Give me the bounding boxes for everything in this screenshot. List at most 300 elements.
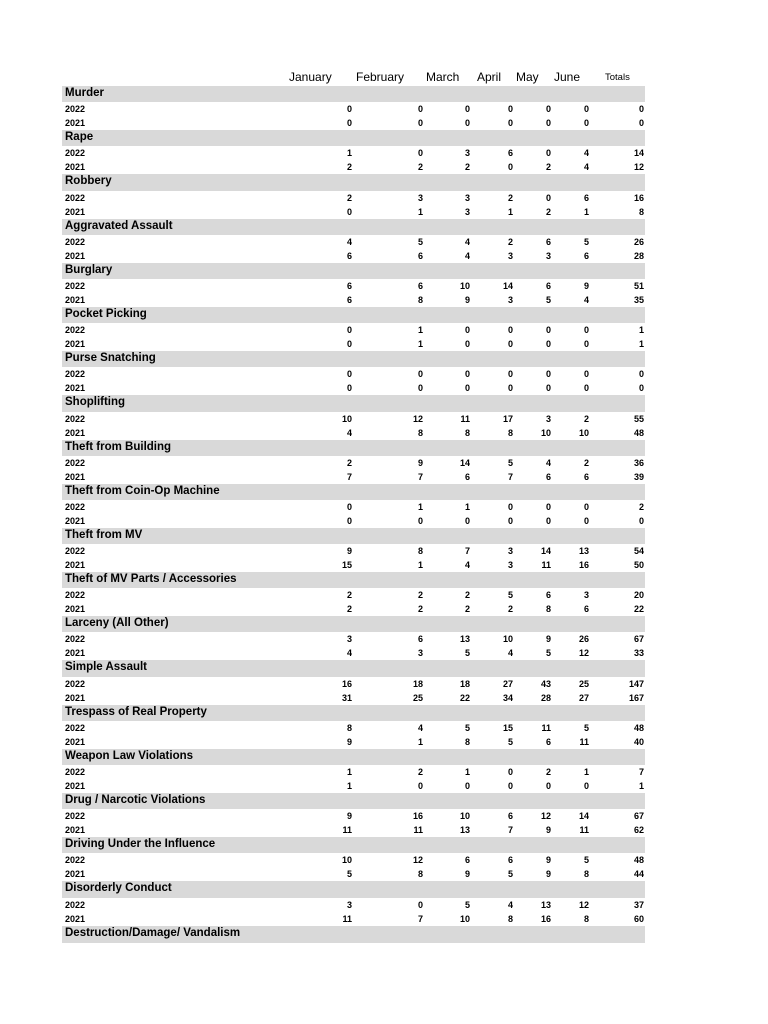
month-value-cell: 16 <box>540 913 551 924</box>
table-row <box>62 646 645 660</box>
total-cell: 1 <box>638 781 644 791</box>
month-value-cell: 6 <box>583 250 589 261</box>
month-value-cell: 0 <box>583 515 589 526</box>
category-header <box>62 705 645 721</box>
month-value-cell: 5 <box>507 736 513 747</box>
month-value-cell: 1 <box>346 767 352 777</box>
month-value-cell: 12 <box>578 899 589 910</box>
month-value-cell: 4 <box>464 236 470 247</box>
table-row <box>62 765 645 779</box>
month-value-cell: 0 <box>545 339 551 350</box>
category-label: Disorderly Conduct <box>65 882 172 895</box>
month-value-cell: 6 <box>464 471 470 482</box>
category-header <box>62 440 645 456</box>
category-label: Simple Assault <box>65 661 148 674</box>
month-value-cell: 4 <box>583 162 589 173</box>
total-cell: 8 <box>638 206 644 217</box>
category-header <box>62 86 645 102</box>
month-value-cell: 4 <box>346 236 352 247</box>
month-value-cell: 6 <box>346 280 352 291</box>
category-header <box>62 660 645 676</box>
table-row <box>62 470 645 484</box>
month-value-cell: 3 <box>507 294 513 305</box>
month-value-cell: 0 <box>464 369 470 380</box>
table-row <box>62 823 645 837</box>
total-cell: 16 <box>633 192 644 203</box>
month-value-cell: 10 <box>502 634 513 645</box>
year-label: 2021 <box>65 648 86 659</box>
month-value-cell: 6 <box>417 250 423 261</box>
month-value-cell: 0 <box>545 118 551 129</box>
month-value-cell: 0 <box>507 339 513 350</box>
month-value-cell: 0 <box>346 501 352 512</box>
month-value-cell: 0 <box>545 104 551 115</box>
month-value-cell: 0 <box>507 162 513 173</box>
year-label: 2022 <box>65 634 86 645</box>
year-label: 2021 <box>65 206 86 217</box>
month-value-cell: 1 <box>417 501 423 512</box>
month-value-cell: 9 <box>346 546 352 557</box>
month-value-cell: 0 <box>417 104 423 115</box>
month-value-cell: 2 <box>507 604 513 615</box>
year-label: 2022 <box>65 722 86 733</box>
category-label: Robbery <box>65 175 112 188</box>
month-value-cell: 8 <box>417 546 423 557</box>
category-label: Weapon Law Violations <box>65 749 194 762</box>
month-value-cell: 5 <box>464 722 470 733</box>
month-value-cell: 5 <box>507 869 513 880</box>
month-value-cell: 2 <box>545 767 551 777</box>
category-label: Drug / Narcotic Violations <box>65 794 206 806</box>
header-june: June <box>554 70 581 84</box>
category-label: Destruction/Damage/ Vandalism <box>65 926 241 939</box>
month-value-cell: 0 <box>545 369 551 380</box>
year-label: 2021 <box>65 913 86 924</box>
month-value-cell: 27 <box>502 678 513 689</box>
year-label: 2022 <box>65 369 86 380</box>
year-label: 2021 <box>65 692 86 703</box>
category-label: Murder <box>65 87 104 99</box>
month-value-cell: 7 <box>507 471 513 482</box>
total-cell: 62 <box>633 825 644 836</box>
month-value-cell: 0 <box>583 501 589 512</box>
month-value-cell: 0 <box>583 325 589 336</box>
table-row <box>62 412 645 426</box>
month-value-cell: 2 <box>346 604 352 615</box>
month-value-cell: 0 <box>583 104 589 115</box>
year-label: 2022 <box>65 767 86 777</box>
month-value-cell: 8 <box>346 722 352 733</box>
month-value-cell: 6 <box>545 236 551 247</box>
total-cell: 44 <box>633 869 644 880</box>
category-label: Trespass of Real Property <box>65 705 207 718</box>
category-label: Theft from Coin-Op Machine <box>65 484 220 497</box>
category-label: Theft from MV <box>65 528 143 541</box>
month-value-cell: 0 <box>464 781 470 791</box>
total-cell: 167 <box>628 692 644 703</box>
total-cell: 0 <box>638 515 644 526</box>
month-value-cell: 9 <box>464 869 470 880</box>
month-value-cell: 3 <box>464 206 470 217</box>
year-label: 2022 <box>65 546 86 557</box>
month-header-row <box>62 68 645 86</box>
month-value-cell: 8 <box>464 427 470 438</box>
month-value-cell: 1 <box>346 148 352 159</box>
month-value-cell: 6 <box>583 471 589 482</box>
month-value-cell: 2 <box>507 192 513 203</box>
month-value-cell: 6 <box>507 855 513 866</box>
month-value-cell: 13 <box>540 899 551 910</box>
month-value-cell: 0 <box>545 781 551 791</box>
total-cell: 14 <box>633 148 644 159</box>
month-value-cell: 2 <box>507 236 513 247</box>
month-value-cell: 13 <box>578 546 589 557</box>
total-cell: 51 <box>633 280 644 291</box>
total-cell: 20 <box>633 590 644 601</box>
table-row <box>62 279 645 293</box>
table-row <box>62 735 645 749</box>
total-cell: 55 <box>633 413 644 424</box>
month-value-cell: 4 <box>583 294 589 305</box>
month-value-cell: 7 <box>417 913 423 924</box>
month-value-cell: 0 <box>417 899 423 910</box>
month-value-cell: 6 <box>583 604 589 615</box>
year-label: 2021 <box>65 250 86 261</box>
month-value-cell: 6 <box>545 280 551 291</box>
table-row <box>62 544 645 558</box>
month-value-cell: 4 <box>545 457 551 468</box>
total-cell: 36 <box>633 457 644 468</box>
category-header <box>62 572 645 588</box>
month-value-cell: 16 <box>341 678 352 689</box>
table-row <box>62 426 645 440</box>
category-label: Shoplifting <box>65 396 126 409</box>
month-value-cell: 3 <box>507 546 513 557</box>
month-value-cell: 5 <box>583 236 589 247</box>
month-value-cell: 9 <box>346 736 352 747</box>
month-value-cell: 2 <box>346 192 352 203</box>
month-value-cell: 5 <box>507 457 513 468</box>
month-value-cell: 5 <box>545 294 551 305</box>
month-value-cell: 13 <box>459 634 470 645</box>
table-row <box>62 500 645 514</box>
month-value-cell: 2 <box>417 162 423 173</box>
category-header <box>62 395 645 411</box>
month-value-cell: 0 <box>417 515 423 526</box>
month-value-cell: 0 <box>346 515 352 526</box>
category-header <box>62 616 645 632</box>
month-value-cell: 1 <box>417 560 423 571</box>
month-value-cell: 3 <box>545 250 551 261</box>
month-value-cell: 8 <box>583 913 589 924</box>
month-value-cell: 11 <box>460 413 470 424</box>
year-label: 2022 <box>65 104 86 115</box>
table-row <box>62 721 645 735</box>
month-value-cell: 16 <box>578 560 589 571</box>
table-row <box>62 602 645 616</box>
month-value-cell: 0 <box>464 383 470 394</box>
month-value-cell: 0 <box>583 369 589 380</box>
month-value-cell: 1 <box>464 767 470 777</box>
year-label: 2022 <box>65 413 86 424</box>
month-value-cell: 7 <box>507 825 513 836</box>
total-cell: 37 <box>633 899 644 910</box>
month-value-cell: 43 <box>540 678 551 689</box>
year-label: 2021 <box>65 560 86 571</box>
month-value-cell: 34 <box>502 692 513 703</box>
month-value-cell: 15 <box>341 560 352 571</box>
header-february: February <box>356 70 405 84</box>
month-value-cell: 3 <box>545 413 551 424</box>
table-row <box>62 323 645 337</box>
month-value-cell: 3 <box>464 148 470 159</box>
total-cell: 35 <box>633 294 644 305</box>
table-row <box>62 146 645 160</box>
month-value-cell: 1 <box>417 736 423 747</box>
category-label: Pocket Picking <box>65 307 147 320</box>
month-value-cell: 0 <box>417 118 423 129</box>
total-cell: 50 <box>633 560 644 571</box>
month-value-cell: 2 <box>417 590 423 601</box>
month-value-cell: 0 <box>545 501 551 512</box>
month-value-cell: 4 <box>346 427 352 438</box>
month-value-cell: 2 <box>346 590 352 601</box>
month-value-cell: 0 <box>464 339 470 350</box>
total-cell: 33 <box>633 648 644 659</box>
month-value-cell: 17 <box>502 413 513 424</box>
month-value-cell: 0 <box>346 369 352 380</box>
month-value-cell: 1 <box>417 325 423 336</box>
month-value-cell: 0 <box>507 325 513 336</box>
month-value-cell: 6 <box>545 590 551 601</box>
total-cell: 26 <box>633 236 644 247</box>
total-cell: 0 <box>638 383 644 394</box>
month-value-cell: 5 <box>545 648 551 659</box>
month-value-cell: 0 <box>464 118 470 129</box>
category-header <box>62 837 645 853</box>
month-value-cell: 1 <box>417 206 423 217</box>
table-row <box>62 249 645 263</box>
month-value-cell: 12 <box>578 648 589 659</box>
month-value-cell: 2 <box>346 162 352 173</box>
month-value-cell: 9 <box>545 855 551 866</box>
month-value-cell: 0 <box>583 118 589 129</box>
total-cell: 0 <box>638 104 644 115</box>
table-row <box>62 632 645 646</box>
month-value-cell: 22 <box>459 692 470 703</box>
month-value-cell: 2 <box>464 590 470 601</box>
month-value-cell: 9 <box>583 280 589 291</box>
year-label: 2021 <box>65 162 86 173</box>
category-header <box>62 749 645 765</box>
month-value-cell: 0 <box>464 515 470 526</box>
month-value-cell: 6 <box>545 736 551 747</box>
category-label: Rape <box>65 131 94 144</box>
month-value-cell: 10 <box>459 913 470 924</box>
month-value-cell: 4 <box>417 722 423 733</box>
month-value-cell: 10 <box>459 811 470 822</box>
month-value-cell: 0 <box>545 515 551 526</box>
month-value-cell: 3 <box>583 590 589 601</box>
table-row <box>62 853 645 867</box>
month-value-cell: 12 <box>412 855 423 866</box>
category-header <box>62 174 645 190</box>
month-value-cell: 18 <box>459 678 470 689</box>
month-value-cell: 0 <box>583 383 589 394</box>
month-value-cell: 14 <box>578 811 589 822</box>
category-header <box>62 219 645 235</box>
month-value-cell: 0 <box>545 325 551 336</box>
month-value-cell: 0 <box>507 383 513 394</box>
header-totals: Totals <box>605 72 630 83</box>
total-cell: 147 <box>628 678 644 689</box>
category-label: Driving Under the Influence <box>65 838 216 851</box>
year-label: 2021 <box>65 604 86 615</box>
month-value-cell: 14 <box>502 280 513 291</box>
month-value-cell: 8 <box>417 427 423 438</box>
month-value-cell: 0 <box>583 781 589 791</box>
category-label: Burglary <box>65 263 113 276</box>
category-label: Theft of MV Parts / Accessories <box>65 573 237 586</box>
category-header <box>62 528 645 544</box>
table-row <box>62 235 645 249</box>
month-value-cell: 6 <box>507 148 513 159</box>
month-value-cell: 1 <box>583 767 589 777</box>
month-value-cell: 2 <box>545 162 551 173</box>
table-row <box>62 102 645 116</box>
total-cell: 1 <box>638 325 644 336</box>
crime-statistics-sheet <box>62 68 645 943</box>
year-label: 2022 <box>65 192 86 203</box>
month-value-cell: 6 <box>545 471 551 482</box>
month-value-cell: 6 <box>417 634 423 645</box>
year-label: 2022 <box>65 590 86 601</box>
month-value-cell: 11 <box>541 722 551 733</box>
month-value-cell: 5 <box>464 648 470 659</box>
month-value-cell: 0 <box>507 369 513 380</box>
month-value-cell: 15 <box>502 722 513 733</box>
year-label: 2022 <box>65 678 86 689</box>
category-label: Purse Snatching <box>65 352 156 365</box>
month-value-cell: 7 <box>346 471 352 482</box>
table-row <box>62 809 645 823</box>
month-value-cell: 4 <box>346 648 352 659</box>
table-row <box>62 367 645 381</box>
year-label: 2022 <box>65 457 86 468</box>
month-value-cell: 3 <box>417 192 423 203</box>
month-value-cell: 2 <box>464 604 470 615</box>
month-value-cell: 28 <box>540 692 551 703</box>
month-value-cell: 4 <box>507 648 513 659</box>
year-label: 2022 <box>65 899 86 910</box>
month-value-cell: 0 <box>507 104 513 115</box>
category-header <box>62 130 645 146</box>
month-value-cell: 8 <box>417 294 423 305</box>
month-value-cell: 1 <box>346 781 352 791</box>
month-value-cell: 0 <box>346 104 352 115</box>
month-value-cell: 11 <box>342 825 352 836</box>
month-value-cell: 0 <box>417 383 423 394</box>
total-cell: 39 <box>633 471 644 482</box>
month-value-cell: 2 <box>583 413 589 424</box>
year-label: 2021 <box>65 736 86 747</box>
table-row <box>62 912 645 926</box>
header-april: April <box>477 70 502 84</box>
month-value-cell: 5 <box>417 236 423 247</box>
table-row <box>62 456 645 470</box>
month-value-cell: 0 <box>346 206 352 217</box>
category-header <box>62 926 645 943</box>
month-value-cell: 26 <box>578 634 589 645</box>
total-cell: 48 <box>633 427 644 438</box>
month-value-cell: 13 <box>459 825 470 836</box>
month-value-cell: 27 <box>578 692 589 703</box>
category-label: Aggravated Assault <box>65 219 173 232</box>
month-value-cell: 16 <box>412 811 423 822</box>
category-header <box>62 793 645 809</box>
month-value-cell: 0 <box>507 515 513 526</box>
month-value-cell: 0 <box>346 383 352 394</box>
month-value-cell: 14 <box>459 457 470 468</box>
month-value-cell: 5 <box>464 899 470 910</box>
table-row <box>62 558 645 572</box>
category-header <box>62 263 645 279</box>
year-label: 2021 <box>65 427 86 438</box>
month-value-cell: 8 <box>507 427 513 438</box>
month-value-cell: 14 <box>540 546 551 557</box>
month-value-cell: 0 <box>507 501 513 512</box>
year-label: 2022 <box>65 811 86 822</box>
year-label: 2021 <box>65 825 86 836</box>
category-header <box>62 484 645 500</box>
month-value-cell: 2 <box>346 457 352 468</box>
total-cell: 0 <box>638 118 644 129</box>
month-value-cell: 11 <box>579 825 589 836</box>
month-value-cell: 9 <box>545 869 551 880</box>
month-value-cell: 8 <box>583 869 589 880</box>
category-label: Theft from Building <box>65 440 172 453</box>
month-value-cell: 3 <box>417 648 423 659</box>
total-cell: 1 <box>638 339 644 350</box>
total-cell: 7 <box>638 767 644 777</box>
month-value-cell: 0 <box>346 339 352 350</box>
month-value-cell: 11 <box>342 913 352 924</box>
month-value-cell: 5 <box>583 722 589 733</box>
table-row <box>62 677 645 691</box>
month-value-cell: 0 <box>417 781 423 791</box>
total-cell: 67 <box>633 634 644 645</box>
table-row <box>62 514 645 528</box>
category-header <box>62 351 645 367</box>
month-value-cell: 18 <box>412 678 423 689</box>
month-value-cell: 4 <box>464 250 470 261</box>
month-value-cell: 0 <box>507 781 513 791</box>
month-value-cell: 9 <box>417 457 423 468</box>
month-value-cell: 6 <box>346 294 352 305</box>
month-value-cell: 0 <box>545 192 551 203</box>
month-value-cell: 5 <box>583 855 589 866</box>
total-cell: 0 <box>638 369 644 380</box>
year-label: 2021 <box>65 118 86 129</box>
month-value-cell: 10 <box>341 855 352 866</box>
category-label: Larceny (All Other) <box>65 617 169 630</box>
year-label: 2021 <box>65 781 86 791</box>
total-cell: 48 <box>633 722 644 733</box>
table-row <box>62 293 645 307</box>
month-value-cell: 1 <box>583 206 589 217</box>
category-header <box>62 307 645 323</box>
table-row <box>62 691 645 705</box>
